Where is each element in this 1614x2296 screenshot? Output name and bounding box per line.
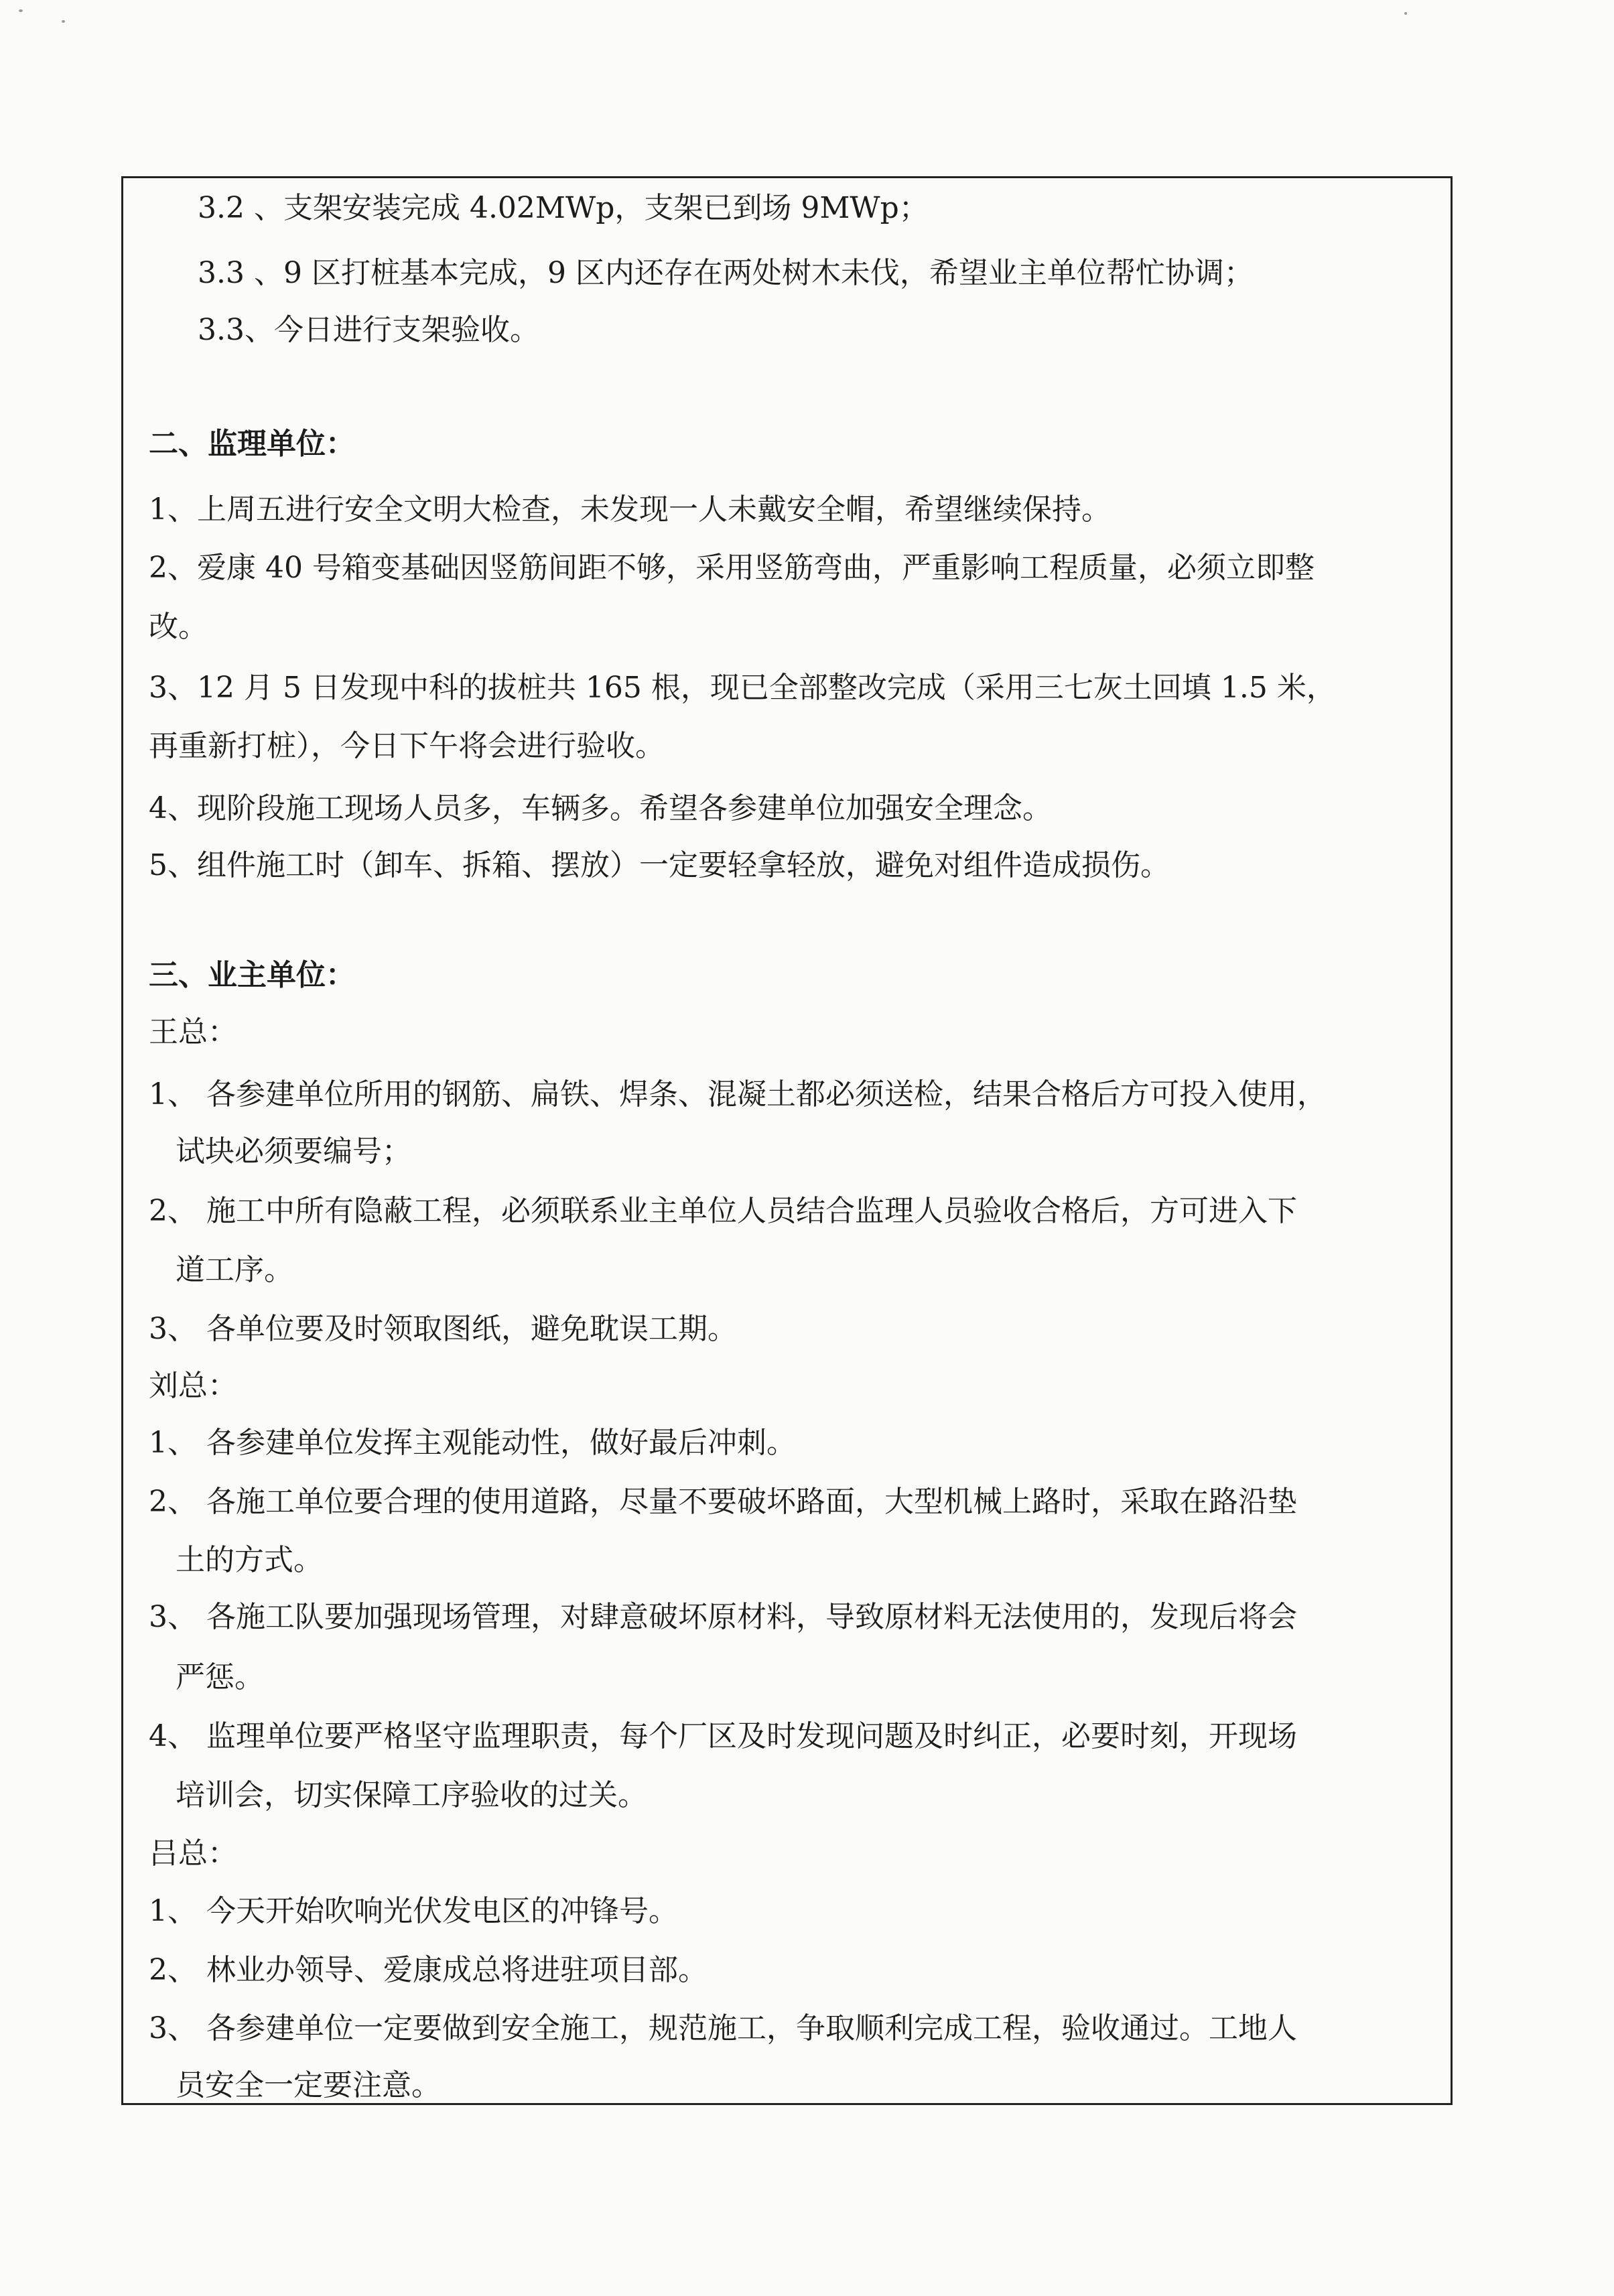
paragraph-line: 严惩。 bbox=[176, 1660, 264, 1694]
paragraph-line: 2、 林业办领导、爱康成总将进驻项目部。 bbox=[149, 1953, 708, 1987]
scan-speck bbox=[19, 9, 23, 12]
section-heading-owner: 三、业主单位： bbox=[149, 958, 355, 992]
speaker-label: 刘总： bbox=[149, 1369, 237, 1403]
paragraph-line: 3.3、今日进行支架验收。 bbox=[198, 313, 539, 347]
paragraph-line: 3、 各单位要及时领取图纸，避免耽误工期。 bbox=[149, 1312, 737, 1346]
paragraph-line: 1、上周五进行安全文明大检查，未发现一人未戴安全帽，希望继续保持。 bbox=[149, 492, 1111, 527]
paragraph-line: 道工序。 bbox=[176, 1253, 293, 1287]
paragraph-line: 5、组件施工时（卸车、拆箱、摆放）一定要轻拿轻放，避免对组件造成损伤。 bbox=[149, 848, 1170, 882]
paragraph-line: 4、现阶段施工现场人员多，车辆多。希望各参建单位加强安全理念。 bbox=[149, 791, 1052, 825]
paragraph-line: 3.2 、支架安装完成 4.02MWp，支架已到场 9MWp； bbox=[198, 191, 929, 225]
section-heading-supervision: 二、监理单位： bbox=[149, 427, 355, 461]
scan-speck bbox=[1404, 12, 1407, 15]
paragraph-line: 2、爱康 40 号箱变基础因竖筋间距不够，采用竖筋弯曲，严重影响工程质量，必须立即整 bbox=[149, 551, 1315, 585]
paragraph-line: 土的方式。 bbox=[176, 1543, 323, 1577]
paragraph-line: 3.3 、9 区打桩基本完成，9 区内还存在两处树木未伐，希望业主单位帮忙协调； bbox=[198, 256, 1254, 290]
paragraph-line: 3、 各参建单位一定要做到安全施工，规范施工，争取顺利完成工程，验收通过。工地人 bbox=[149, 2011, 1297, 2045]
paragraph-line: 4、 监理单位要严格坚守监理职责，每个厂区及时发现问题及时纠正，必要时刻，开现场 bbox=[149, 1719, 1297, 1753]
paragraph-line: 3、12 月 5 日发现中科的拔桩共 165 根，现已全部整改完成（采用三七灰土回填 1.5 米， bbox=[149, 671, 1336, 705]
paragraph-line: 1、 各参建单位所用的钢筋、扁铁、焊条、混凝土都必须送检，结果合格后方可投入使用， bbox=[149, 1077, 1327, 1111]
speaker-label: 吕总： bbox=[149, 1836, 237, 1871]
paragraph-line: 改。 bbox=[149, 610, 208, 644]
paragraph-line: 试块必须要编号； bbox=[176, 1134, 411, 1168]
paragraph-line: 1、 今天开始吹响光伏发电区的冲锋号。 bbox=[149, 1894, 678, 1928]
scan-speck bbox=[62, 20, 65, 23]
paragraph-line: 员安全一定要注意。 bbox=[176, 2068, 441, 2102]
paragraph-line: 再重新打桩），今日下午将会进行验收。 bbox=[149, 729, 665, 763]
paragraph-line: 2、 各施工单位要合理的使用道路，尽量不要破坏路面，大型机械上路时，采取在路沿垫 bbox=[149, 1485, 1297, 1519]
paragraph-line: 1、 各参建单位发挥主观能动性，做好最后冲刺。 bbox=[149, 1426, 796, 1460]
paragraph-line: 培训会，切实保障工序验收的过关。 bbox=[176, 1778, 647, 1812]
speaker-label: 王总： bbox=[149, 1015, 237, 1049]
paragraph-line: 2、 施工中所有隐蔽工程，必须联系业主单位人员结合监理人员验收合格后，方可进入下 bbox=[149, 1194, 1297, 1228]
paragraph-line: 3、 各施工队要加强现场管理，对肆意破坏原材料，导致原材料无法使用的，发现后将会 bbox=[149, 1600, 1297, 1634]
